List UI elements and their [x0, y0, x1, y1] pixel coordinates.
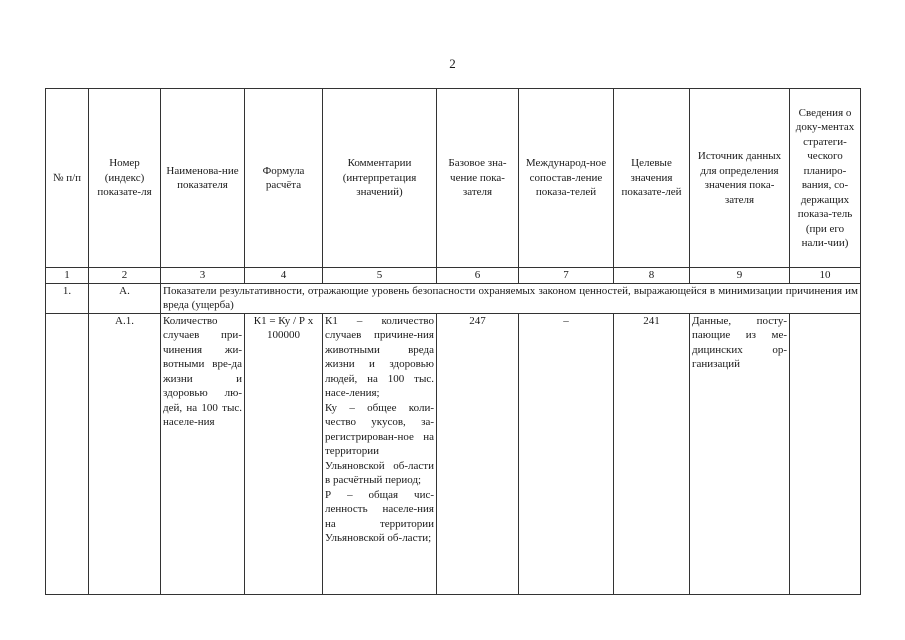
page-number: 2	[449, 56, 456, 71]
row-data-source: Данные, посту-пающие из ме-дицинских ор-ганизаций	[690, 313, 790, 594]
row-documents	[790, 313, 861, 594]
section-num: 1.	[46, 283, 89, 313]
row-international: –	[519, 313, 614, 594]
column-number: 6	[437, 268, 519, 284]
column-number: 8	[614, 268, 690, 284]
row-num	[46, 313, 89, 594]
header-cell-index: Номер (индекс) показате-ля	[89, 89, 161, 268]
header-cell-num: № п/п	[46, 89, 89, 268]
column-number: 9	[690, 268, 790, 284]
section-title-text: Показатели результативности, отражающие уровень безопасности охраняемых законом ценностей, выражающейся в минимизации причинения им вреда (ущерба)	[163, 284, 858, 311]
section-title	[161, 283, 861, 313]
column-number: 5	[323, 268, 437, 284]
header-cell-international: Международ-ное сопостав-ление показа-телей	[519, 89, 614, 268]
header-cell-comments: Комментарии (интерпретация значений)	[323, 89, 437, 268]
section-row	[46, 283, 861, 313]
row-comments	[323, 313, 437, 594]
header-cell-target-values: Целевые значения показате-лей	[614, 89, 690, 268]
comment-line: Ку – общее коли-чество укусов, за-регистрирован-ное на территории Ульяновской об-ласти в расчётный период;	[325, 401, 434, 486]
header-cell-base-value: Базовое зна-чение пока-зателя	[437, 89, 519, 268]
row-indicator-name: Количество случаев при-чинения жи-вотными вре-да жизни и здоровью лю-дей, на 100 тыс. населе-ния	[161, 313, 245, 594]
column-number: 3	[161, 268, 245, 284]
column-number: 7	[519, 268, 614, 284]
comment-line: Р – общая чис-ленность населе-ния на территории Ульяновской об-ласти;	[325, 488, 434, 544]
comment-line: К1 – количество случаев причине-ния животными вреда жизни и здоровью людей, на 100 тыс. насе-ления;	[325, 314, 434, 399]
row-base-value: 247	[437, 313, 519, 594]
column-numbers-row	[46, 268, 861, 284]
row-formula: К1 = Ку / Р х 100000	[245, 313, 323, 594]
table-row	[46, 313, 861, 594]
column-number: 4	[245, 268, 323, 284]
row-index: А.1.	[89, 313, 161, 594]
row-target-value: 241	[614, 313, 690, 594]
column-number: 1	[46, 268, 89, 284]
section-index: А.	[89, 283, 161, 313]
header-cell-documents: Сведения о доку-ментах стратеги-ческого планиро-вания, со-держащих показа-тель (при его нали-чии)	[790, 89, 861, 268]
indicators-table	[45, 88, 861, 595]
header-cell-formula: Формула расчёта	[245, 89, 323, 268]
table-header-row	[46, 89, 861, 268]
column-number: 10	[790, 268, 861, 284]
column-number: 2	[89, 268, 161, 284]
header-cell-data-source: Источник данных для определения значения пока-зателя	[690, 89, 790, 268]
header-cell-name: Наименова-ние показателя	[161, 89, 245, 268]
